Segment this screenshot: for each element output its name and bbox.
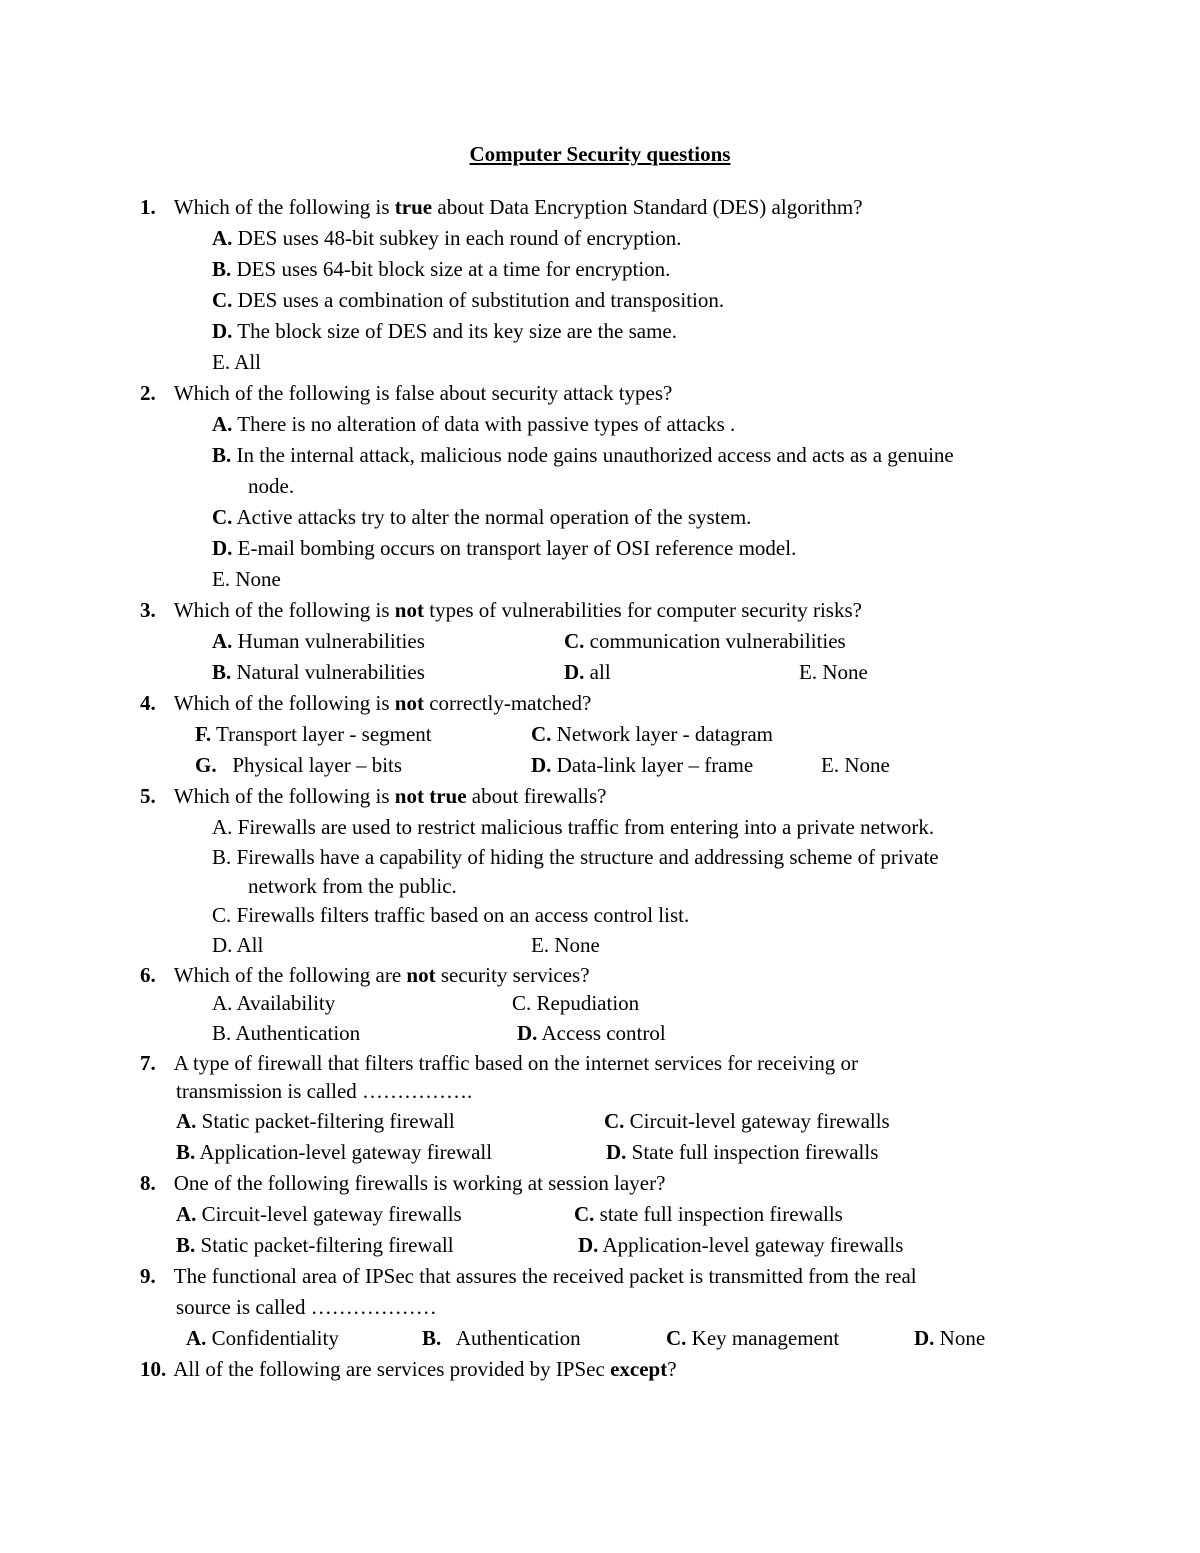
question-number: 7. [140, 1051, 156, 1075]
option-letter: C. [604, 1109, 625, 1133]
question-emphasis: except [610, 1357, 668, 1381]
question-number: 5. [140, 784, 156, 808]
option-letter: C. [212, 903, 232, 927]
option-letter: A. [212, 412, 233, 436]
option-text: Natural vulnerabilities [236, 660, 425, 684]
option-text: E-mail bombing occurs on transport layer of OSI reference model. [237, 536, 797, 560]
option-1b [212, 256, 670, 282]
option-8c [574, 1201, 843, 1227]
question-number: 8. [140, 1171, 156, 1195]
option-1c [212, 287, 724, 313]
option-text: Circuit-level gateway firewalls [201, 1202, 462, 1226]
option-3a [212, 628, 425, 654]
option-letter: C. [212, 505, 233, 529]
question-text: Which of the following is [173, 691, 395, 715]
option-text: None [822, 660, 868, 684]
option-text: None [235, 567, 281, 591]
option-letter: A. [212, 815, 233, 839]
option-3b [212, 659, 425, 685]
option-letter: C. [564, 629, 585, 653]
option-text: Human vulnerabilities [237, 629, 425, 653]
option-text: state full inspection firewalls [599, 1202, 843, 1226]
option-letter: C. [574, 1202, 595, 1226]
option-4g [195, 752, 402, 778]
option-letter: F. [195, 722, 212, 746]
option-letter: C. [531, 722, 552, 746]
option-letter: C. [666, 1326, 687, 1350]
option-4e [821, 752, 890, 778]
option-text: Transport layer - segment [216, 722, 432, 746]
option-letter: D. [531, 753, 552, 777]
option-text: Repudiation [536, 991, 640, 1015]
question-text: Which of the following are [173, 963, 407, 987]
option-text: State full inspection firewalls [631, 1140, 879, 1164]
option-text: DES uses a combination of substitution and transposition. [237, 288, 725, 312]
option-9d [914, 1325, 985, 1351]
option-5a [212, 814, 934, 840]
option-letter: A. [212, 629, 233, 653]
question-emphasis: not true [394, 784, 467, 808]
question-emphasis: true [394, 195, 433, 219]
option-text: Firewalls filters traffic based on an access control list. [236, 903, 690, 927]
question-emphasis: not [394, 598, 424, 622]
option-6d [517, 1020, 666, 1046]
option-letter: E. [799, 660, 818, 684]
option-letter: D. [212, 933, 233, 957]
option-text: There is no alteration of data with passive types of attacks . [237, 412, 736, 436]
option-7c [604, 1108, 890, 1134]
option-6c [512, 990, 639, 1016]
option-5b [212, 844, 939, 870]
option-2a [212, 411, 735, 437]
option-3d [564, 659, 611, 685]
option-letter: D. [914, 1326, 935, 1350]
option-text: Network layer - datagram [556, 722, 773, 746]
option-2c [212, 504, 751, 530]
option-5e [531, 932, 600, 958]
option-3c [564, 628, 846, 654]
question-text: about Data Encryption Standard (DES) algorithm? [432, 195, 863, 219]
option-letter: B. [212, 845, 232, 869]
question-text: Which of the following is [173, 598, 395, 622]
option-1d [212, 318, 677, 344]
question-text: correctly-matched? [423, 691, 592, 715]
option-letter: A. [176, 1202, 197, 1226]
page-title: Computer Security questions [469, 142, 731, 166]
option-letter: D. [517, 1021, 538, 1045]
option-7a [176, 1108, 455, 1134]
option-letter: B. [212, 443, 232, 467]
option-4c [531, 721, 773, 747]
option-text: Key management [691, 1326, 840, 1350]
option-letter: D. [212, 536, 233, 560]
option-text: DES uses 48-bit subkey in each round of encryption. [237, 226, 682, 250]
option-2b-continuation: node. [248, 474, 295, 498]
question-text: Which of the following is [173, 784, 395, 808]
option-2e [212, 566, 281, 592]
question-number: 6. [140, 963, 156, 987]
option-letter: D. [212, 319, 233, 343]
option-letter: C. [512, 991, 532, 1015]
question-text: Which of the following is false about security attack types? [173, 381, 673, 405]
option-9b [422, 1325, 581, 1351]
option-text: All [234, 350, 262, 374]
option-5d [212, 932, 263, 958]
option-text: None [844, 753, 890, 777]
option-text: All [236, 933, 264, 957]
option-text: Access control [541, 1021, 666, 1045]
option-4d [531, 752, 753, 778]
option-1e [212, 349, 261, 375]
question-text: security services? [435, 963, 590, 987]
option-text: Static packet-filtering firewall [201, 1109, 455, 1133]
option-letter: A. [212, 991, 233, 1015]
option-text: Data-link layer – frame [556, 753, 754, 777]
option-9a [186, 1325, 339, 1351]
option-letter: A. [186, 1326, 207, 1350]
option-7d [606, 1139, 878, 1165]
option-text: Authentication [455, 1326, 581, 1350]
option-text: Confidentiality [211, 1326, 339, 1350]
option-text: Application-level gateway firewalls [602, 1233, 904, 1257]
option-text: Availability [236, 991, 336, 1015]
option-2d [212, 535, 796, 561]
option-letter: C. [212, 288, 233, 312]
question-number: 10. [140, 1357, 167, 1381]
question-number: 4. [140, 691, 156, 715]
option-text: The block size of DES and its key size are the same. [237, 319, 677, 343]
option-text: None [554, 933, 600, 957]
question-emphasis: not [406, 963, 436, 987]
question-7-continuation: transmission is called ……………. [176, 1079, 473, 1103]
option-text: In the internal attack, malicious node gains unauthorized access and acts as a genuine [236, 443, 954, 467]
option-5b-continuation: network from the public. [248, 874, 457, 898]
question-5 [140, 783, 607, 809]
option-text: None [939, 1326, 986, 1350]
option-letter: E. [531, 933, 550, 957]
option-letter: B. [176, 1233, 196, 1257]
option-2b [212, 442, 954, 468]
option-8d [578, 1232, 903, 1258]
question-number: 3. [140, 598, 156, 622]
option-letter: B. [212, 257, 232, 281]
question-7 [140, 1050, 858, 1076]
option-letter: E. [212, 567, 231, 591]
question-text: ? [667, 1357, 677, 1381]
option-text: Physical layer – bits [232, 753, 403, 777]
question-number: 1. [140, 195, 156, 219]
option-letter: D. [578, 1233, 599, 1257]
question-text: The functional area of IPSec that assures the received packet is transmitted from the real [173, 1264, 917, 1288]
option-9c [666, 1325, 839, 1351]
question-emphasis: not [394, 691, 424, 715]
option-letter: D. [606, 1140, 627, 1164]
question-9-continuation: source is called ……………… [176, 1295, 437, 1319]
option-letter: E. [212, 350, 231, 374]
question-text: A type of firewall that filters traffic based on the internet services for receiving or [173, 1051, 858, 1075]
question-text: types of vulnerabilities for computer security risks? [423, 598, 862, 622]
option-letter: E. [821, 753, 840, 777]
option-letter: B. [422, 1326, 442, 1350]
question-text: One of the following firewalls is working at session layer? [173, 1171, 666, 1195]
option-text: communication vulnerabilities [589, 629, 846, 653]
option-letter: G. [195, 753, 217, 777]
question-number: 9. [140, 1264, 156, 1288]
question-9 [140, 1263, 917, 1289]
question-text: about firewalls? [466, 784, 607, 808]
option-8b [176, 1232, 454, 1258]
question-10 [140, 1356, 677, 1382]
option-3e [799, 659, 868, 685]
option-letter: B. [176, 1140, 196, 1164]
option-letter: B. [212, 1021, 232, 1045]
option-5c [212, 902, 689, 928]
option-6a [212, 990, 335, 1016]
question-6 [140, 962, 590, 988]
question-8 [140, 1170, 665, 1196]
question-3 [140, 597, 862, 623]
option-1a [212, 225, 682, 251]
option-text: Active attacks try to alter the normal operation of the system. [236, 505, 752, 529]
question-number: 2. [140, 381, 156, 405]
option-6b [212, 1020, 360, 1046]
option-text: all [589, 660, 611, 684]
option-letter: A. [212, 226, 233, 250]
question-1 [140, 194, 863, 220]
option-letter: D. [564, 660, 585, 684]
option-text: Static packet-filtering firewall [200, 1233, 454, 1257]
option-letter: B. [212, 660, 232, 684]
option-text: Circuit-level gateway firewalls [629, 1109, 890, 1133]
question-4 [140, 690, 591, 716]
option-8a [176, 1201, 462, 1227]
option-letter: A. [176, 1109, 197, 1133]
option-4f [195, 721, 432, 747]
option-text: Application-level gateway firewall [199, 1140, 493, 1164]
question-2 [140, 380, 672, 406]
question-text: All of the following are services provided by IPSec [173, 1357, 611, 1381]
option-text: Firewalls are used to restrict malicious traffic from entering into a private network. [237, 815, 935, 839]
option-text: Firewalls have a capability of hiding the structure and addressing scheme of private [236, 845, 939, 869]
option-text: Authentication [235, 1021, 361, 1045]
question-text: Which of the following is [173, 195, 395, 219]
option-7b [176, 1139, 492, 1165]
option-text: DES uses 64-bit block size at a time for encryption. [236, 257, 671, 281]
